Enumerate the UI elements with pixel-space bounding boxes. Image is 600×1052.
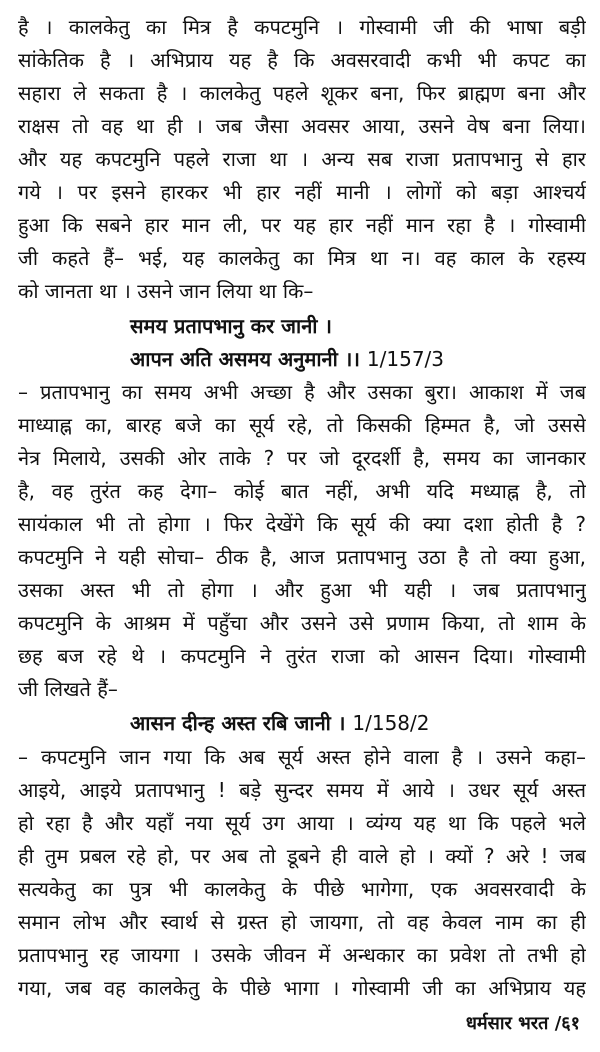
- book-title: धर्मसार भरत: [465, 1013, 549, 1034]
- text-line: सांकेतिक है । अभिप्राय यह है कि अवसरवादी कभी भी कपट का: [18, 48, 586, 72]
- text-line: सहारा ले सकता है । कालकेतु पहले शूकर बना, फिर ब्राह्मण बना और: [18, 81, 586, 105]
- text-line: ही तुम प्रबल रहे हो, पर अब तो डूबने ही वाले हो । क्यों ? अरे ! जब: [18, 844, 586, 868]
- verse-text: आसन दीन्ह अस्त रबि जानी ।: [130, 711, 346, 735]
- verse-reference: 1/157/3: [366, 347, 445, 371]
- text-line: है, वह तुरंत कह देगा– कोई बात नहीं, अभी यदि मध्याह्न है, तो: [18, 479, 586, 503]
- text-line: उसका अस्त भी तो होगा । और हुआ भी यही । जब प्रतापभानु: [18, 578, 586, 602]
- text-line: कपटमुनि ने यही सोचा– ठीक है, आज प्रतापभानु उठा है तो क्या हुआ,: [18, 545, 586, 569]
- verse-line: समय प्रतापभानु कर जानी ।: [130, 314, 333, 338]
- text-line: हो रहा है और यहाँ नया सूर्य उग आया । व्यंग्य यह था कि पहले भले: [18, 811, 586, 835]
- text-line: – कपटमुनि जान गया कि अब सूर्य अस्त होने वाला है । उसने कहा–: [18, 745, 586, 769]
- text-line: गये । पर इसने हारकर भी हार नहीं मानी । लोगों को बड़ा आश्चर्य: [18, 180, 586, 204]
- text-line: राक्षस तो वह था ही । जब जैसा अवसर आया, उसने वेष बना लिया।: [18, 114, 586, 138]
- text-line: है । कालकेतु का मित्र है कपटमुनि । गोस्वामी जी की भाषा बड़ी: [18, 15, 586, 39]
- text-line: नेत्र मिलाये, उसकी ओर ताके ? पर जो दूरदर्शी है, समय का जानकार: [18, 446, 586, 470]
- text-line: जी कहते हैं– भई, यह कालकेतु का मित्र था न। वह काल के रहस्य: [18, 246, 586, 270]
- text-line: और यह कपटमुनि पहले राजा था । अन्य सब राजा प्रतापभानु से हार: [18, 147, 586, 171]
- text-line: कपटमुनि के आश्रम में पहुँचा और उसने उसे प्रणाम किया, तो शाम के: [18, 611, 586, 635]
- text-line: छह बज रहे थे । कपटमुनि ने तुरंत राजा को आसन दिया। गोस्वामी: [18, 644, 586, 668]
- text-line: को जानता था । उसने जान लिया था कि–: [18, 279, 314, 303]
- text-line: प्रतापभानु रह जायगा । उसके जीवन में अन्धकार का प्रवेश तो तभी हो: [18, 943, 586, 967]
- text-line: जी लिखते हैं–: [18, 677, 118, 701]
- verse-line: [130, 708, 429, 738]
- page-footer: [466, 1010, 580, 1038]
- verse-line: [130, 344, 444, 374]
- text-line: समान लोभ और स्वार्थ से ग्रस्त हो जायगा, तो वह केवल नाम का ही: [18, 910, 586, 934]
- text-line: सत्यकेतु का पुत्र भी कालकेतु के पीछे भागेगा, एक अवसरवादी के: [18, 877, 586, 901]
- verse-text: आपन अति असमय अनुमानी ।।: [130, 347, 360, 371]
- text-line: हुआ कि सबने हार मान ली, पर यह हार नहीं मान रहा है । गोस्वामी: [18, 213, 586, 237]
- page-number: /६१: [554, 1013, 580, 1034]
- verse-reference: 1/158/2: [352, 711, 430, 735]
- text-line: सायंकाल भी तो होगा । फिर देखेंगे कि सूर्य की क्या दशा होती है ?: [18, 512, 586, 536]
- text-line: गया, जब वह कालकेतु के पीछे भागा । गोस्वामी जी का अभिप्राय यह: [18, 976, 586, 1000]
- text-line: – प्रतापभानु का समय अभी अच्छा है और उसका बुरा। आकाश में जब: [18, 380, 586, 404]
- text-line: आइये, आइये प्रतापभानु ! बड़े सुन्दर समय में आये । उधर सूर्य अस्त: [18, 778, 586, 802]
- text-line: माध्याह्न का, बारह बजे का सूर्य रहे, तो किसकी हिम्मत है, जो उससे: [18, 413, 586, 437]
